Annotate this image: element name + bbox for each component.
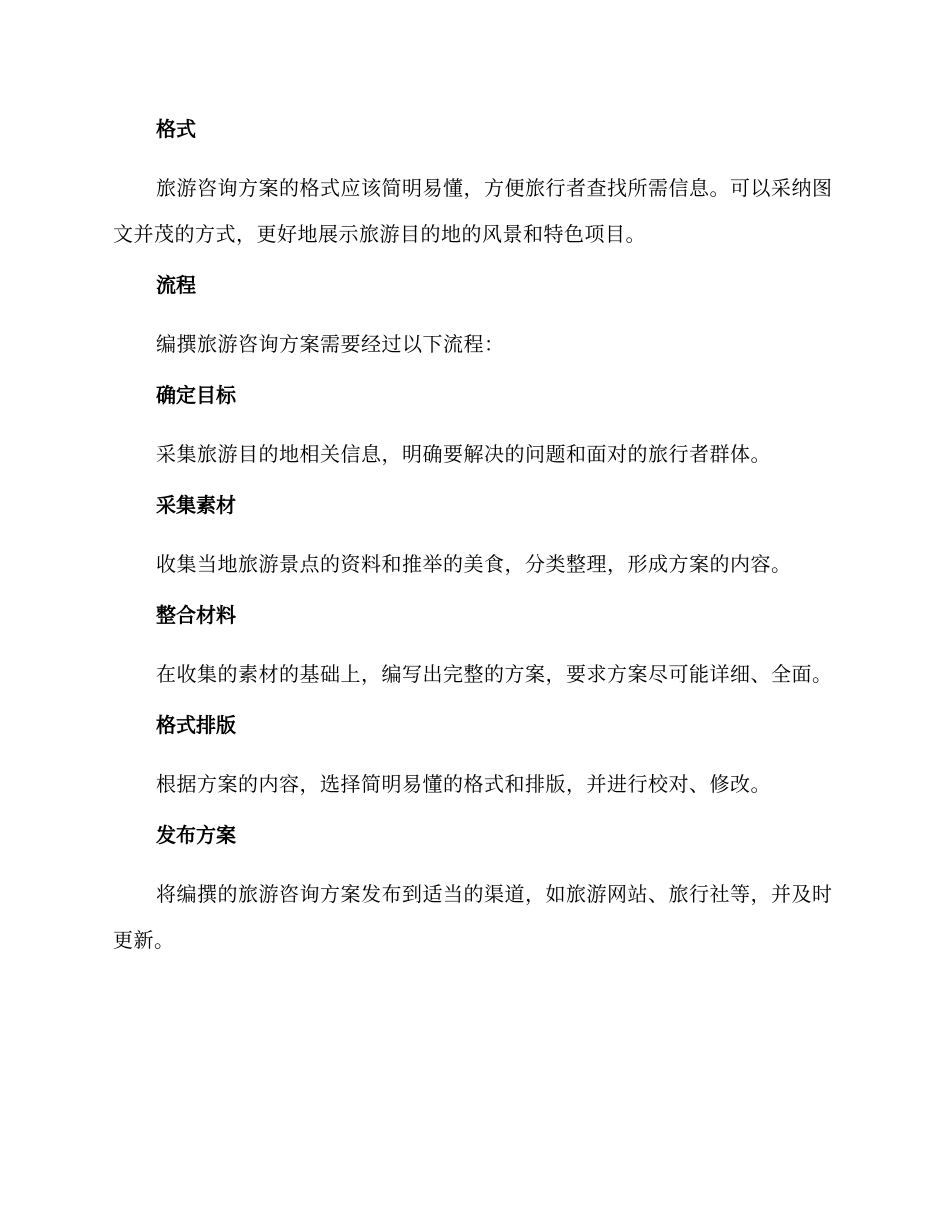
section-paragraph-integrate-materials: 在收集的素材的基础上，编写出完整的方案，要求方案尽可能详细、全面。	[156, 662, 833, 686]
section-paragraph-process: 编撰旅游咨询方案需要经过以下流程：	[156, 332, 505, 356]
section-heading-layout: 格式排版	[156, 713, 236, 737]
section-paragraph-collect-materials: 收集当地旅游景点的资料和推举的美食，分类整理，形成方案的内容。	[156, 552, 792, 576]
section-heading-format: 格式	[156, 117, 196, 141]
section-paragraph-publish: 将编撰的旅游咨询方案发布到适当的渠道，如旅游网站、旅行社等，并及时更新。	[113, 882, 833, 952]
section-heading-publish: 发布方案	[156, 823, 236, 847]
section-paragraph-layout: 根据方案的内容，选择简明易懂的格式和排版，并进行校对、修改。	[156, 772, 771, 796]
section-heading-integrate-materials: 整合材料	[156, 603, 236, 627]
section-heading-define-goal: 确定目标	[156, 383, 236, 407]
section-heading-process: 流程	[156, 273, 196, 297]
document-body	[113, 113, 833, 975]
section-paragraph-format: 旅游咨询方案的格式应该简明易懂，方便旅行者查找所需信息。可以采纳图文并茂的方式，更好地展示旅游目的地的风景和特色项目。	[113, 176, 833, 246]
section-heading-collect-materials: 采集素材	[156, 493, 236, 517]
section-paragraph-define-goal: 采集旅游目的地相关信息，明确要解决的问题和面对的旅行者群体。	[156, 442, 771, 466]
